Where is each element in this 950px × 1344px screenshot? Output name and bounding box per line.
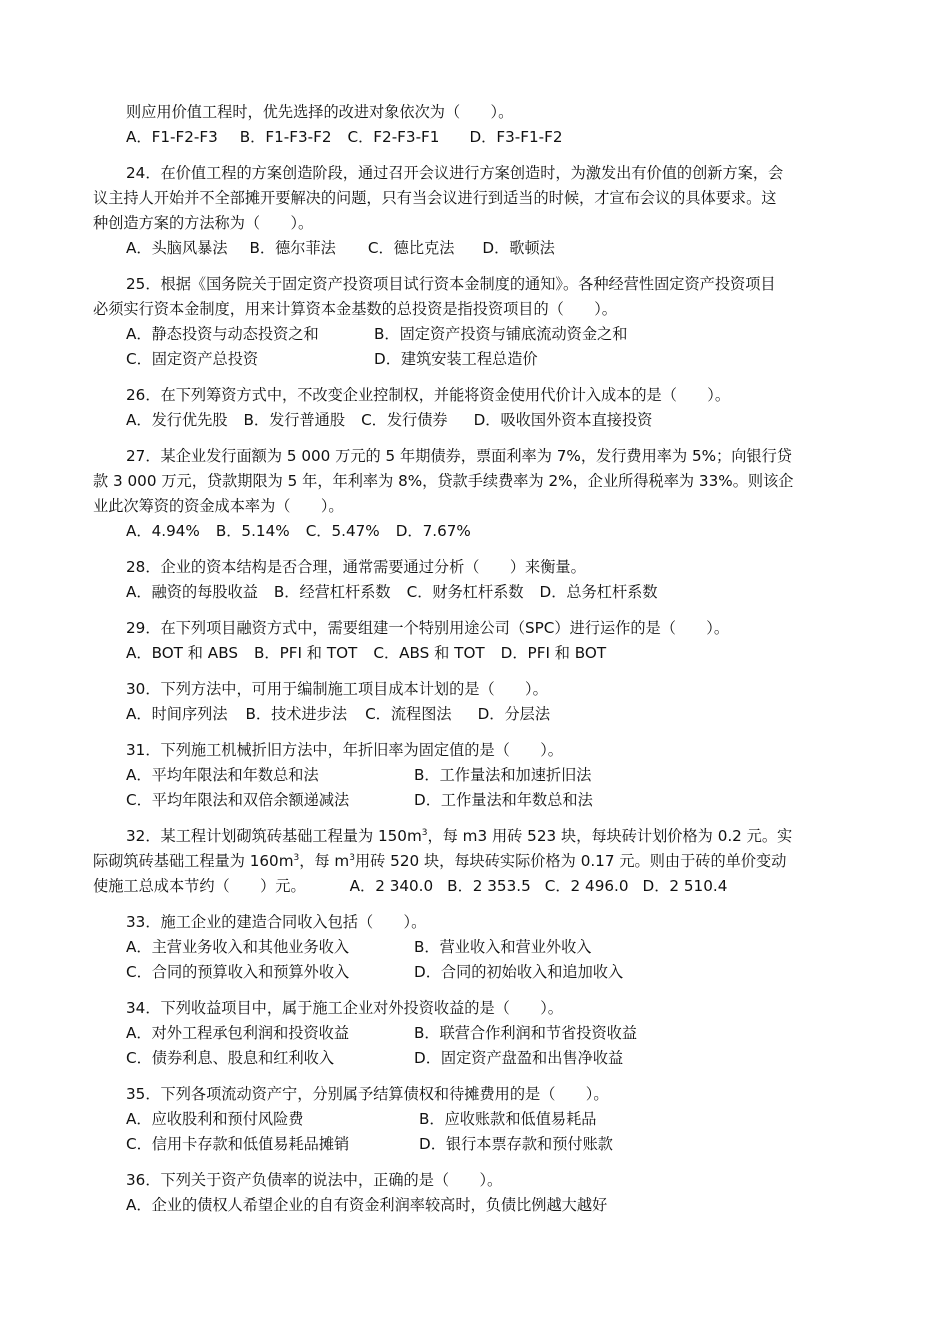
q29-stem: 29．在下列项目融资方式中，需要组建一个特别用途公司（SPC）进行运作的是（ ）。: [126, 619, 730, 637]
q32-stem-line1: 32．某工程计划砌筑砖基础工程量为 $150m^3$，每 m3 用砖 523 块，每块砖计划价格为 0.2 元。实: [126, 827, 793, 845]
q27-option-a: A．4.94%: [126, 522, 200, 540]
q34-option-c: C．债券利息、股息和红利收入: [126, 1049, 335, 1067]
q23-options: [93, 125, 863, 150]
q30-option-b: B．技术进步法: [245, 705, 348, 723]
q27-option-c: C．5.47%: [305, 522, 380, 540]
q27-stem-line2: 款 3 000 万元，贷款期限为 5 年，年利率为 8%，贷款手续费率为 2%，企业所得税率为 33%。则该企: [93, 472, 794, 490]
q30-option-c: C．流程图法: [365, 705, 452, 723]
q33-option-a: A．主营业务收入和其他业务收入: [126, 938, 350, 956]
q23-option-a: A．F1-F2-F3: [126, 128, 218, 146]
q25-option-a: A．静态投资与动态投资之和: [126, 325, 319, 343]
q29-option-c: C．ABS 和 TOT: [373, 644, 485, 662]
q28-stem: 28．企业的资本结构是否合理，通常需要通过分析（ ）来衡量。: [126, 558, 586, 576]
q23-option-c: C．F2-F3-F1: [347, 128, 440, 146]
q27-option-b: B．5.14%: [215, 522, 290, 540]
q31-option-c: C．平均年限法和双倍余额递减法: [126, 791, 350, 809]
q33-options-row2: [93, 960, 863, 985]
q28-option-b: B．经营杠杆系数: [273, 583, 391, 601]
q28-option-a: A．融资的每股收益: [126, 583, 258, 601]
q27-stem-line1: 27．某企业发行面额为 5 000 万元的 5 年期债券，票面利率为 7%，发行费用率为 5%；向银行贷: [126, 447, 792, 465]
q30-stem: 30．下列方法中，可用于编制施工项目成本计划的是（ ）。: [126, 680, 548, 698]
q28-options: [93, 580, 863, 605]
q34-options-row2: [93, 1046, 863, 1071]
q30-option-a: A．时间序列法: [126, 705, 228, 723]
q36-stem: 36．下列关于资产负债率的说法中，正确的是（ ）。: [126, 1171, 503, 1189]
q30-options: [93, 702, 863, 727]
q26-stem: 26．在下列筹资方式中，不改变企业控制权，并能将资金使用代价计入成本的是（ ）。: [126, 386, 731, 404]
q31-options-row2: [93, 788, 863, 813]
q26-option-d: D．吸收国外资本直接投资: [473, 411, 653, 429]
q34-option-d: D．固定资产盘盈和出售净收益: [414, 1049, 624, 1067]
q36-options-row1: [93, 1193, 863, 1218]
q34-option-b: B．联营合作利润和节省投资收益: [414, 1024, 638, 1042]
q36-option-a: A．企业的债权人希望企业的自有资金利润率较高时，负债比例越大越好: [126, 1196, 608, 1214]
q32-superscript-3: 3: [349, 853, 355, 863]
q24-option-b: B．德尔菲法: [249, 239, 336, 257]
q26-option-c: C．发行债券: [361, 411, 448, 429]
q32-superscript-1: 3: [421, 828, 428, 838]
q35-option-a: A．应收股利和预付风险费: [126, 1110, 304, 1128]
q35-stem: 35．下列各项流动资产宁，分别属予结算债权和待摊费用的是（ ）。: [126, 1085, 609, 1103]
q28-option-d: D．总务杠杆系数: [539, 583, 658, 601]
q33-option-c: C．合同的预算收入和预算外收入: [126, 963, 350, 981]
q35-options-row1: [93, 1107, 863, 1132]
q26-option-b: B．发行普通股: [243, 411, 346, 429]
q24-stem-line3: 种创造方案的方法称为（ ）。: [93, 214, 314, 232]
q32-option-d: D．2 510.4: [642, 877, 728, 895]
q33-option-d: D．合同的初始收入和追加收入: [414, 963, 624, 981]
q29-option-a: A．BOT 和 ABS: [126, 644, 238, 662]
q32-superscript-2: 3: [293, 853, 300, 863]
q34-options-row1: [93, 1021, 863, 1046]
q34-stem: 34．下列收益项目中，属于施工企业对外投资收益的是（ ）。: [126, 999, 563, 1017]
q26-option-a: A．发行优先股: [126, 411, 228, 429]
q31-option-b: B．工作量法和加速折旧法: [414, 766, 592, 784]
q25-option-d: D．建筑安装工程总造价: [374, 350, 538, 368]
q33-options-row1: [93, 935, 863, 960]
q31-options-row1: [93, 763, 863, 788]
q27-option-d: D．7.67%: [395, 522, 471, 540]
q32-option-b: B．2 353.5: [447, 877, 531, 895]
q33-option-b: B．营业收入和营业外收入: [414, 938, 592, 956]
q23-stem: 则应用价值工程时，优先选择的改进对象依次为（ ）。: [126, 103, 514, 121]
q31-stem: 31．下列施工机械折旧方法中，年折旧率为固定值的是（ ）。: [126, 741, 563, 759]
q35-option-c: C．信用卡存款和低值易耗品摊销: [126, 1135, 350, 1153]
exam-page: [93, 100, 863, 1218]
q25-options-row1: [93, 322, 863, 347]
q32-stem-line3: 使施工总成本节约（ ）元。 A．2 340.0 B．2 353.5 C．2 496.0 D．2 510.4: [93, 877, 728, 895]
q24-option-c: C．德比克法: [367, 239, 455, 257]
q31-option-a: A．平均年限法和年数总和法: [126, 766, 319, 784]
q30-option-d: D．分层法: [477, 705, 551, 723]
q27-stem-line3: 业此次筹资的资金成本率为（ ）。: [93, 497, 344, 515]
q25-option-c: C．固定资产总投资: [126, 350, 259, 368]
q25-options-row2: [93, 347, 863, 372]
q24-stem-line2: 议主持人开始并不全部摊开要解决的问题，只有当会议进行到适当的时候，才宣布会议的具体要求。这: [93, 189, 777, 207]
q35-options-row2: [93, 1132, 863, 1157]
q24-option-a: A．头脑风暴法: [126, 239, 228, 257]
q32-option-a: A．2 340.0: [349, 877, 434, 895]
q29-option-b: B．PFI 和 TOT: [254, 644, 358, 662]
q35-option-b: B．应收账款和低值易耗品: [419, 1110, 597, 1128]
q31-option-d: D．工作量法和年数总和法: [414, 791, 593, 809]
q25-option-b: B．固定资产投资与铺底流动资金之和: [374, 325, 628, 343]
q29-option-d: D．PFI 和 BOT: [500, 644, 607, 662]
q35-option-d: D．银行本票存款和预付账款: [419, 1135, 613, 1153]
q24-option-d: D．歌顿法: [482, 239, 555, 257]
q33-stem: 33．施工企业的建造合同收入包括（ ）。: [126, 913, 427, 931]
q23-option-d: D．F3-F1-F2: [469, 128, 563, 146]
q28-option-c: C．财务杠杆系数: [406, 583, 524, 601]
q25-stem-line1: 25．根据《国务院关于固定资产投资项目试行资本金制度的通知》。各种经营性固定资产投资项目: [126, 275, 776, 293]
q26-options: [93, 408, 863, 433]
q24-stem-line1: 24．在价值工程的方案创造阶段，通过召开会议进行方案创造时，为激发出有价值的创新方案，会: [126, 164, 784, 182]
q24-options: [93, 236, 863, 261]
q32-option-c: C．2 496.0: [544, 877, 629, 895]
q29-options: [93, 641, 863, 666]
q25-stem-line2: 必须实行资本金制度，用来计算资本金基数的总投资是指投资项目的（ ）。: [93, 300, 617, 318]
q34-option-a: A．对外工程承包利润和投资收益: [126, 1024, 350, 1042]
q27-options: [93, 519, 863, 544]
q32-stem-line2: 际砌筑砖基础工程量为 $160m^3$，每 $m^3$用砖 520 块，每块砖实际价格为 0.17 元。则由于砖的单价变动: [93, 852, 787, 870]
q23-option-b: B．F1-F3-F2: [239, 128, 332, 146]
